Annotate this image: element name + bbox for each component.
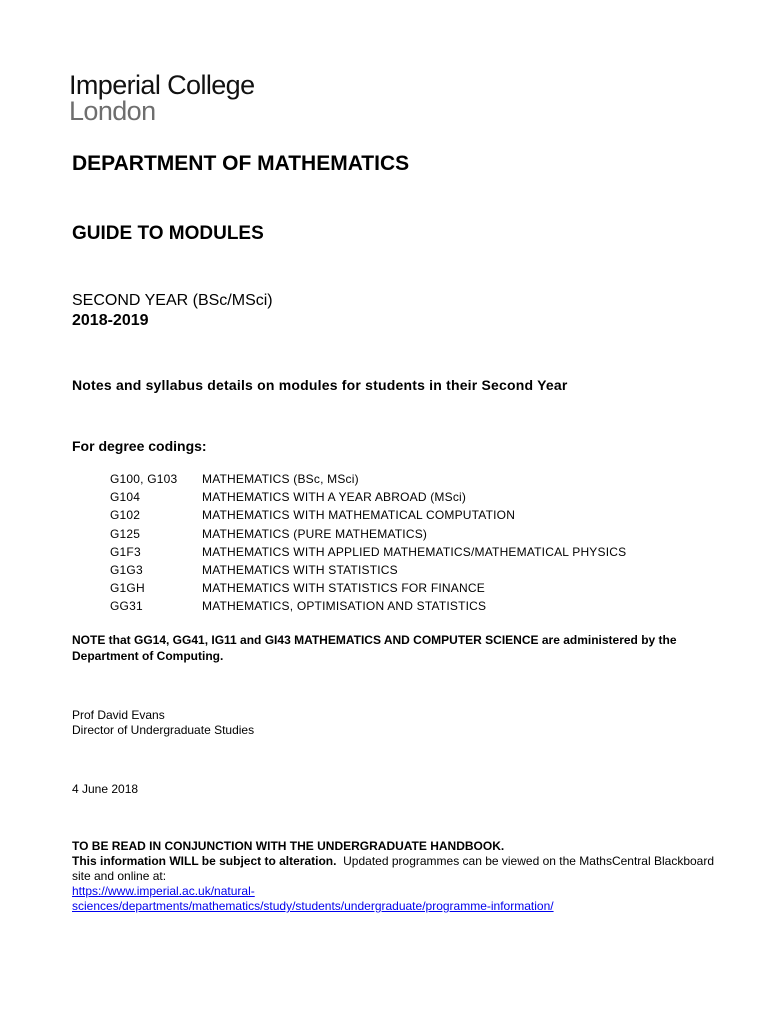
coding-code: G100, G103 bbox=[110, 472, 178, 486]
logo-imperial-college: Imperial College bbox=[69, 70, 255, 100]
link-text-part2[interactable]: sciences/departments/mathematics/study/students/undergraduate/programme-information/ bbox=[72, 899, 554, 913]
notes-text: Notes and syllabus details on modules for students in their Second Year bbox=[72, 377, 568, 393]
alteration-bold: This information WILL be subject to alteration. bbox=[72, 854, 337, 868]
coding-name: MATHEMATICS (PURE MATHEMATICS) bbox=[202, 526, 428, 541]
codings-heading: For degree codings: bbox=[72, 438, 207, 454]
coding-row bbox=[110, 563, 626, 581]
coding-code: G104 bbox=[110, 490, 141, 505]
coding-row bbox=[110, 581, 626, 599]
coding-row bbox=[110, 472, 626, 490]
coding-row bbox=[110, 508, 626, 526]
admin-note: NOTE that GG14, GG41, IG11 and GI43 MATHEMATICS AND COMPUTER SCIENCE are administered by the Department of Computing. bbox=[72, 633, 677, 663]
coding-name: MATHEMATICS WITH STATISTICS FOR FINANCE bbox=[202, 581, 485, 596]
footer-notice bbox=[72, 839, 732, 914]
signatory-title: Director of Undergraduate Studies bbox=[72, 723, 255, 737]
year-label: SECOND YEAR (BSc/MSci) bbox=[72, 292, 273, 309]
coding-code: G1F3 bbox=[110, 544, 141, 559]
signature-block bbox=[72, 708, 254, 738]
logo-london: London bbox=[69, 96, 156, 126]
handbook-notice: TO BE READ IN CONJUNCTION WITH THE UNDERGRADUATE HANDBOOK. bbox=[72, 839, 505, 853]
coding-row bbox=[110, 599, 626, 617]
coding-code: G1GH bbox=[110, 581, 145, 596]
coding-code: G102 bbox=[110, 508, 141, 523]
alteration-text: Updated programmes can be viewed on the MathsCentral Blackboard site and online at: bbox=[72, 854, 715, 883]
coding-code: G125 bbox=[110, 526, 141, 541]
department-title: DEPARTMENT OF MATHEMATICS bbox=[72, 152, 410, 175]
programme-information-link[interactable] bbox=[72, 884, 732, 914]
coding-name: MATHEMATICS WITH STATISTICS bbox=[202, 562, 398, 577]
coding-code: G1G3 bbox=[110, 562, 143, 577]
coding-name: MATHEMATICS WITH MATHEMATICAL COMPUTATION bbox=[202, 508, 516, 523]
coding-name: MATHEMATICS WITH APPLIED MATHEMATICS/MATHEMATICAL PHYSICS bbox=[202, 544, 627, 559]
academic-year: 2018-2019 bbox=[72, 312, 149, 329]
alteration-notice bbox=[72, 854, 732, 884]
signatory-name: Prof David Evans bbox=[72, 708, 165, 722]
document-date: 4 June 2018 bbox=[72, 782, 139, 796]
guide-title: GUIDE TO MODULES bbox=[72, 223, 264, 244]
coding-row bbox=[110, 545, 626, 563]
coding-code: GG31 bbox=[110, 599, 143, 614]
coding-name: MATHEMATICS (BSc, MSci) bbox=[202, 472, 359, 486]
degree-codings-list bbox=[110, 472, 626, 618]
coding-row bbox=[110, 490, 626, 508]
coding-name: MATHEMATICS WITH A YEAR ABROAD (MSci) bbox=[202, 490, 467, 505]
coding-row bbox=[110, 527, 626, 545]
link-text-part1[interactable]: https://www.imperial.ac.uk/natural- bbox=[72, 884, 255, 898]
coding-name: MATHEMATICS, OPTIMISATION AND STATISTICS bbox=[202, 599, 487, 614]
